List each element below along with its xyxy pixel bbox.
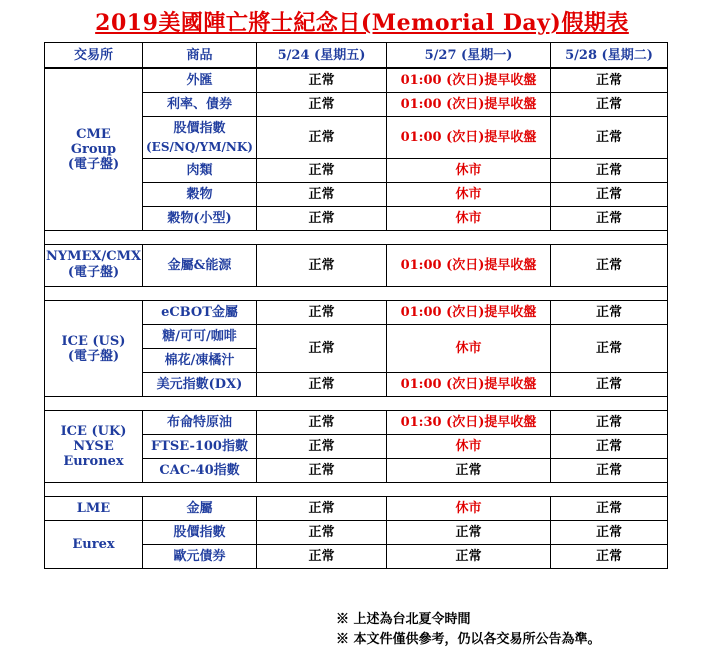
- product-cell: 糖/可可/咖啡: [143, 325, 257, 349]
- exchange-name: ICE (UK): [60, 424, 127, 439]
- status-cell: 正常: [551, 435, 668, 459]
- exchange-name: NYMEX/CMX: [45, 249, 142, 264]
- product-name: 股價指數: [173, 121, 226, 136]
- exchange-name: Euronex: [63, 454, 124, 469]
- status-cell: 正常: [257, 301, 387, 325]
- status-cell: 正常: [257, 459, 387, 483]
- footnote-disclaimer: ※ 本文件僅供參考，仍以各交易所公告為準。: [336, 632, 601, 647]
- exchange-ice-uk: [45, 411, 143, 483]
- product-cell: 肉類: [143, 159, 257, 183]
- status-cell: 休市: [387, 435, 551, 459]
- status-cell: 01:00 (次日)提早收盤: [387, 373, 551, 397]
- status-cell: 正常: [257, 373, 387, 397]
- exchange-note: (電子盤): [67, 265, 120, 280]
- product-cell: 穀物: [143, 183, 257, 207]
- table-header-row: [45, 43, 668, 69]
- status-cell: 正常: [257, 159, 387, 183]
- product-cell: 利率、債券: [143, 93, 257, 117]
- status-cell: 休市: [387, 207, 551, 231]
- status-cell: 正常: [257, 183, 387, 207]
- group-divider: [45, 231, 668, 245]
- header-product: 商品: [143, 43, 257, 69]
- status-cell: 正常: [257, 521, 387, 545]
- status-cell: 正常: [257, 411, 387, 435]
- status-cell: 正常: [551, 68, 668, 93]
- status-cell: 01:00 (次日)提早收盤: [387, 93, 551, 117]
- status-cell: 正常: [257, 545, 387, 569]
- status-cell: 正常: [257, 117, 387, 159]
- status-cell: 正常: [551, 207, 668, 231]
- product-cell: [143, 117, 257, 159]
- exchange-lme: LME: [45, 497, 143, 521]
- product-cell: 股價指數: [143, 521, 257, 545]
- status-cell: 正常: [551, 325, 668, 373]
- footnotes: [336, 610, 601, 650]
- product-cell: 金屬&能源: [143, 245, 257, 287]
- product-cell: 美元指數(DX): [143, 373, 257, 397]
- status-cell: 正常: [551, 245, 668, 287]
- status-cell: 01:00 (次日)提早收盤: [387, 245, 551, 287]
- exchange-name: CME: [76, 127, 111, 142]
- exchange-nymex: [45, 245, 143, 287]
- status-cell: 正常: [551, 521, 668, 545]
- table-row: [45, 68, 668, 93]
- table-row: [45, 245, 668, 287]
- exchange-name: Group: [70, 142, 117, 157]
- table-row: [45, 411, 668, 435]
- table-row: [45, 521, 668, 545]
- exchange-ice-us: [45, 301, 143, 397]
- group-divider: [45, 483, 668, 497]
- status-cell: 正常: [257, 497, 387, 521]
- exchange-name: ICE (US): [61, 333, 126, 349]
- exchange-note: (電子盤): [67, 348, 120, 364]
- status-cell: 正常: [551, 93, 668, 117]
- status-cell: 正常: [551, 373, 668, 397]
- status-cell: 休市: [387, 183, 551, 207]
- product-detail: (ES/NQ/YM/NK): [146, 140, 253, 154]
- group-divider: [45, 397, 668, 411]
- product-cell: 棉花/凍橘汁: [143, 349, 257, 373]
- header-exchange: 交易所: [45, 43, 143, 69]
- exchange-eurex: Eurex: [45, 521, 143, 569]
- status-cell: 正常: [257, 245, 387, 287]
- product-cell: eCBOT金屬: [143, 301, 257, 325]
- exchange-name: NYSE: [73, 439, 114, 454]
- status-cell: 01:00 (次日)提早收盤: [387, 301, 551, 325]
- status-cell: 正常: [257, 68, 387, 93]
- product-cell: 金屬: [143, 497, 257, 521]
- holiday-schedule-table: [44, 42, 668, 569]
- exchange-cme: [45, 68, 143, 231]
- status-cell: 正常: [551, 183, 668, 207]
- page-title: 2019美國陣亡將士紀念日(Memorial Day)假期表: [95, 10, 629, 36]
- status-cell: 正常: [551, 159, 668, 183]
- exchange-note: (電子盤): [67, 157, 120, 172]
- group-divider: [45, 287, 668, 301]
- product-cell: 歐元債券: [143, 545, 257, 569]
- status-cell: 正常: [257, 207, 387, 231]
- status-cell: 正常: [551, 545, 668, 569]
- status-cell: 正常: [387, 459, 551, 483]
- product-cell: FTSE-100指數: [143, 435, 257, 459]
- status-cell: 01:30 (次日)提早收盤: [387, 411, 551, 435]
- status-cell: 正常: [551, 117, 668, 159]
- status-cell: 正常: [257, 93, 387, 117]
- footnote-timezone: ※ 上述為台北夏令時間: [336, 612, 471, 627]
- table-row: [45, 301, 668, 325]
- header-date-0528: 5/28 (星期二): [551, 43, 668, 69]
- status-cell: 正常: [551, 301, 668, 325]
- product-cell: 布侖特原油: [143, 411, 257, 435]
- status-cell: 正常: [551, 411, 668, 435]
- table-row: [45, 497, 668, 521]
- product-cell: 外匯: [143, 68, 257, 93]
- status-cell: 休市: [387, 159, 551, 183]
- status-cell: 休市: [387, 497, 551, 521]
- product-cell: CAC-40指數: [143, 459, 257, 483]
- status-cell: 正常: [551, 459, 668, 483]
- status-cell: 正常: [257, 325, 387, 373]
- header-date-0524: 5/24 (星期五): [257, 43, 387, 69]
- product-cell: 穀物(小型): [143, 207, 257, 231]
- status-cell: 01:00 (次日)提早收盤: [387, 117, 551, 159]
- status-cell: 正常: [257, 435, 387, 459]
- header-date-0527: 5/27 (星期一): [387, 43, 551, 69]
- status-cell: 正常: [387, 545, 551, 569]
- status-cell: 正常: [387, 521, 551, 545]
- status-cell: 正常: [551, 497, 668, 521]
- status-cell: 休市: [387, 325, 551, 373]
- status-cell: 01:00 (次日)提早收盤: [387, 68, 551, 93]
